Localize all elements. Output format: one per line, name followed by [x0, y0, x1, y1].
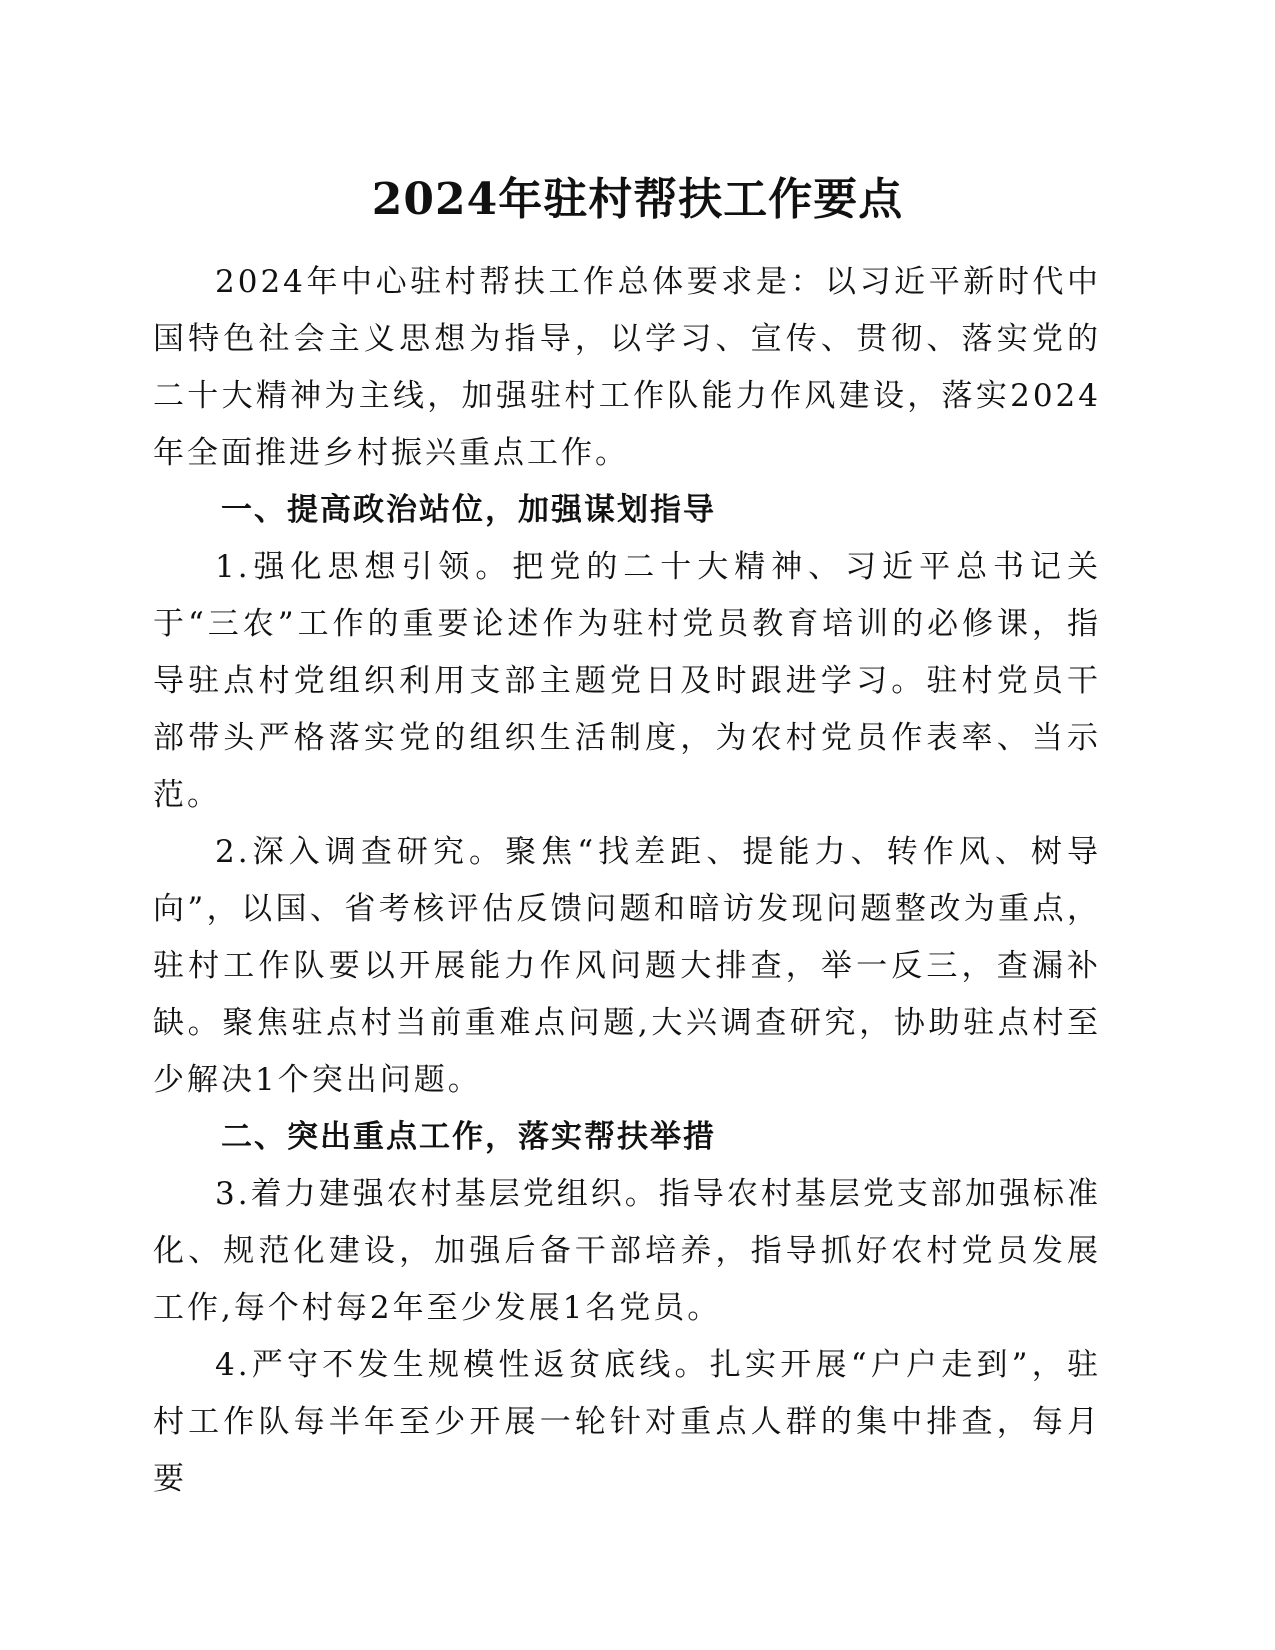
document-body: [153, 254, 1101, 1508]
section-2-item-4: 4.严守不发生规模性返贫底线。扎实开展“户户走到”，驻村工作队每半年至少开展一轮针对重点人群的集中排查，每月要: [153, 1347, 1101, 1497]
section-heading-2: 二、突出重点工作，落实帮扶举措: [221, 1119, 716, 1155]
section-2-item-3: 3.着力建强农村基层党组织。指导农村基层党支部加强标准化、规范化建设，加强后备干部培养，指导抓好农村党员发展工作,每个村每2年至少发展1名党员。: [153, 1176, 1101, 1326]
intro-paragraph: 2024年中心驻村帮扶工作总体要求是：以习近平新时代中国特色社会主义思想为指导，以学习、宣传、贯彻、落实党的二十大精神为主线，加强驻村工作队能力作风建设，落实2024年全面推进乡村振兴重点工作。: [153, 264, 1101, 471]
section-1-item-2: 2.深入调查研究。聚焦“找差距、提能力、转作风、树导向”，以国、省考核评估反馈问题和暗访发现问题整改为重点，驻村工作队要以开展能力作风问题大排查，举一反三，查漏补缺。聚焦驻点村当前重难点问题,大兴调查研究，协助驻点村至少解决1个突出问题。: [153, 834, 1101, 1098]
section-heading-1: 一、提高政治站位，加强谋划指导: [221, 492, 716, 528]
section-1-item-1: 1.强化思想引领。把党的二十大精神、习近平总书记关于“三农”工作的重要论述作为驻村党员教育培训的必修课，指导驻点村党组织利用支部主题党日及时跟进学习。驻村党员干部带头严格落实党的组织生活制度，为农村党员作表率、当示范。: [153, 549, 1101, 813]
document-title: 2024年驻村帮扶工作要点: [371, 174, 904, 225]
